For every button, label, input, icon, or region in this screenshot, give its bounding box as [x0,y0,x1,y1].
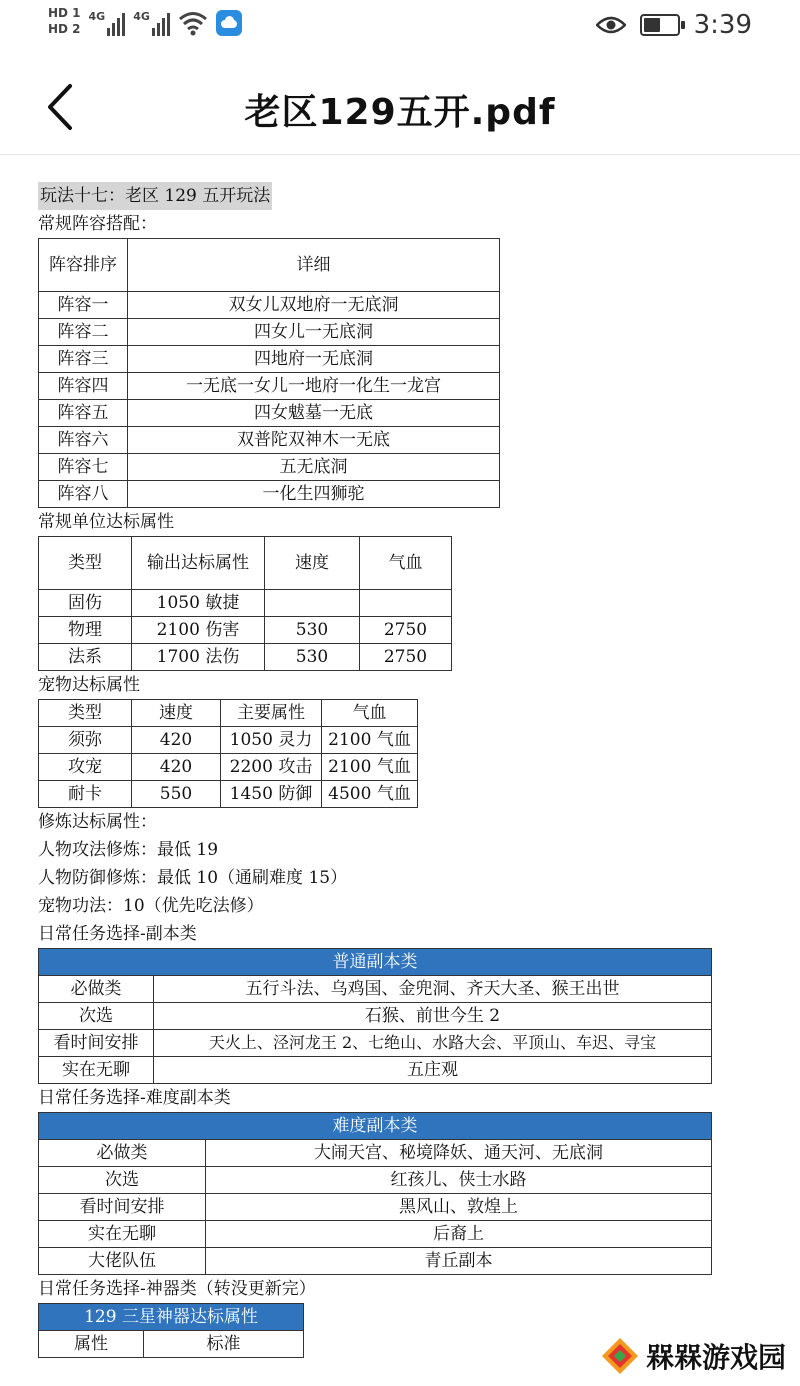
table-header-cell: 阵容排序 [39,239,128,292]
table-header-cell: 输出达标属性 [132,537,265,590]
hd2-label: HD 2 [48,22,81,36]
clock: 3:39 [693,10,752,40]
table-cell: 固伤 [39,590,132,617]
cultivation-caption: 修炼达标属性： [38,812,157,832]
table-cell: 实在无聊 [39,1057,154,1084]
hd-indicators [48,6,81,36]
table-cell: 2200 攻击 [221,754,322,781]
table-header-cell: 属性 [39,1331,144,1358]
hard-table [38,1112,712,1275]
table-cell: 必做类 [39,1140,206,1167]
table-cell: 阵容六 [39,427,128,454]
table-header-cell: 类型 [39,537,132,590]
hd1-label: HD 1 [48,6,81,20]
table-cell: 须弥 [39,727,132,754]
table-cell: 五无底洞 [128,454,500,481]
table-cell: 五行斗法、乌鸡国、金兜洞、齐天大圣、猴王出世 [154,976,712,1003]
table-cell: 四女儿一无底洞 [128,319,500,346]
cultivation-line: 宠物功法：10（优先吃法修） [38,896,264,916]
table-title-row [39,1304,304,1331]
table-cell [265,590,360,617]
table-row [39,373,500,400]
table-header-cell: 详细 [128,239,500,292]
lineup-caption: 常规阵容搭配： [38,214,157,234]
pet-table [38,699,418,808]
net2-label: 4G [133,10,150,23]
table-row [39,644,452,671]
table-cell: 法系 [39,644,132,671]
hard-caption: 日常任务选择-难度副本类 [38,1088,231,1108]
table-title-row [39,949,712,976]
table-cell: 阵容四 [39,373,128,400]
table-cell: 看时间安排 [39,1194,206,1221]
table-cell: 530 [265,617,360,644]
cultivation-line: 人物攻法修炼：最低 19 [38,840,219,860]
table-cell: 2100 伤害 [132,617,265,644]
table-cell: 大闹天宫、秘境降妖、通天河、无底洞 [206,1140,712,1167]
table-row [39,1248,712,1275]
table-cell: 物理 [39,617,132,644]
table-cell: 四地府一无底洞 [128,346,500,373]
table-header-cell: 速度 [265,537,360,590]
table-title: 129 三星神器达标属性 [39,1304,304,1331]
table-header-cell: 主要属性 [221,700,322,727]
table-row [39,319,500,346]
eye-icon [596,15,626,35]
table-cell: 1700 法伤 [132,644,265,671]
artifact-caption: 日常任务选择-神器类（转没更新完） [38,1279,316,1299]
table-cell: 阵容三 [39,346,128,373]
table-row [39,1030,712,1057]
table-cell: 1450 防御 [221,781,322,808]
table-row [39,781,418,808]
wifi-icon [178,10,208,36]
signal-icon-1 [89,6,126,36]
table-cell: 五庄观 [154,1057,712,1084]
table-cell: 阵容二 [39,319,128,346]
table-cell: 天火上、泾河龙王 2、七绝山、水路大会、平顶山、车迟、寻宝 [154,1030,712,1057]
table-cell: 2750 [360,644,452,671]
status-left [48,6,242,36]
table-cell: 石猴、前世今生 2 [154,1003,712,1030]
artifact-table [38,1303,304,1358]
weather-icon [216,10,242,36]
table-cell: 2100 气血 [322,727,418,754]
table-cell: 大佬队伍 [39,1248,206,1275]
table-header-cell: 类型 [39,700,132,727]
table-title-row [39,1113,712,1140]
status-right [596,10,752,40]
table-cell: 420 [132,727,221,754]
table-cell: 双女儿双地府一无底洞 [128,292,500,319]
table-cell: 1050 灵力 [221,727,322,754]
table-cell: 阵容八 [39,481,128,508]
table-cell: 双普陀双神木一无底 [128,427,500,454]
watermark-logo-icon [600,1336,640,1376]
table-cell: 后裔上 [206,1221,712,1248]
doc-heading: 玩法十七：老区 129 五开玩法 [38,182,728,210]
table-cell: 4500 气血 [322,781,418,808]
table-cell: 四女魃墓一无底 [128,400,500,427]
cultivation-line: 人物防御修炼：最低 10（通刷难度 15） [38,868,348,888]
table-row [39,346,500,373]
table-cell: 红孩儿、侠士水路 [206,1167,712,1194]
table-row [39,481,500,508]
table-cell: 看时间安排 [39,1030,154,1057]
table-cell: 实在无聊 [39,1221,206,1248]
table-row [39,292,500,319]
table-cell: 一化生四狮驼 [128,481,500,508]
table-cell: 2100 气血 [322,754,418,781]
dungeon-table [38,948,712,1084]
table-header-cell: 气血 [322,700,418,727]
unit-caption: 常规单位达标属性 [38,512,174,532]
table-row [39,400,500,427]
net1-label: 4G [88,10,106,23]
table-cell: 次选 [39,1003,154,1030]
table-cell: 黑风山、敦煌上 [206,1194,712,1221]
watermark [596,1334,790,1378]
table-cell: 550 [132,781,221,808]
table-title: 普通副本类 [39,949,712,976]
table-row [39,976,712,1003]
lineup-table [38,238,500,508]
table-header-cell: 标准 [144,1331,304,1358]
table-cell: 必做类 [39,976,154,1003]
table-row [39,590,452,617]
table-cell: 次选 [39,1167,206,1194]
table-cell: 耐卡 [39,781,132,808]
table-header-row [39,1331,304,1358]
table-row [39,1003,712,1030]
table-header-row [39,537,452,590]
unit-table [38,536,452,671]
table-row [39,454,500,481]
table-header-row [39,239,500,292]
table-row [39,727,418,754]
pet-caption: 宠物达标属性 [38,675,140,695]
dungeon-caption: 日常任务选择-副本类 [38,924,197,944]
table-row [39,1167,712,1194]
table-cell [360,590,452,617]
battery-icon [640,14,680,36]
table-cell: 阵容七 [39,454,128,481]
table-row [39,1194,712,1221]
table-cell: 420 [132,754,221,781]
table-cell: 一无底一女儿一地府一化生一龙宫 [128,373,500,400]
table-header-row [39,700,418,727]
table-cell: 青丘副本 [206,1248,712,1275]
pdf-content[interactable] [38,182,728,1358]
table-row [39,754,418,781]
table-row [39,427,500,454]
table-cell: 攻宠 [39,754,132,781]
table-header-cell: 气血 [360,537,452,590]
table-row [39,1057,712,1084]
signal-icon-2 [133,6,170,36]
table-row [39,617,452,644]
page-title: 老区129五开.pdf [244,92,556,133]
table-cell: 1050 敏捷 [132,590,265,617]
table-row [39,1221,712,1248]
table-cell: 530 [265,644,360,671]
table-title: 难度副本类 [39,1113,712,1140]
table-header-cell: 速度 [132,700,221,727]
watermark-text: 槑槑游戏园 [645,1341,786,1374]
status-bar [0,0,800,56]
table-cell: 阵容五 [39,400,128,427]
app-bar [0,64,800,155]
table-cell: 阵容一 [39,292,128,319]
table-row [39,1140,712,1167]
table-cell: 2750 [360,617,452,644]
